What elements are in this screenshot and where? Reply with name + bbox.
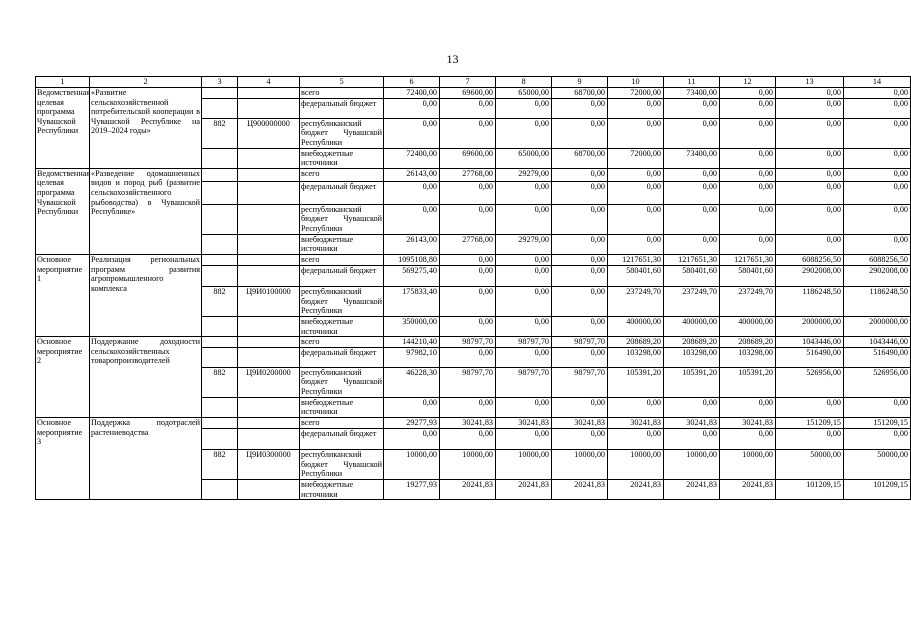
budget-code-cell [238,204,300,234]
value-cell: 98797,70 [440,367,496,397]
empty-cell [238,479,300,499]
value-cell: 0,00 [496,118,552,148]
value-cell: 1095108,80 [384,254,440,265]
value-cell: 72000,00 [608,88,664,99]
value-cell: 20241,83 [720,479,776,499]
value-cell: 29277,93 [384,417,440,428]
item-name-cell: «Разведение одомашненных видов и пород рыб (развитие сельскохозяйственного рыбоводства) в Чувашской Республике» [90,168,202,254]
empty-cell [238,265,300,286]
table-row [36,337,911,348]
value-cell: 400000,00 [664,316,720,336]
value-cell: 98797,70 [440,337,496,348]
value-cell: 0,00 [440,428,496,449]
admin-code-cell: 882 [202,367,238,397]
value-cell: 0,00 [720,98,776,118]
source-cell: всего [300,168,384,181]
value-cell: 0,00 [552,204,608,234]
empty-cell [202,181,238,204]
value-cell: 151209,15 [776,417,844,428]
value-cell: 103298,00 [720,347,776,367]
value-cell: 0,00 [844,234,911,254]
value-cell: 20241,83 [440,479,496,499]
value-cell: 1217651,30 [608,254,664,265]
budget-code-cell: Ц900000000 [238,118,300,148]
budget-code-cell: Ц9И0200000 [238,367,300,397]
value-cell: 0,00 [608,204,664,234]
empty-cell [202,98,238,118]
empty-cell [238,168,300,181]
value-cell: 29279,00 [496,168,552,181]
value-cell: 1186248,50 [844,286,911,316]
value-cell: 0,00 [552,254,608,265]
value-cell: 30241,83 [720,417,776,428]
value-cell: 0,00 [496,428,552,449]
value-cell: 0,00 [776,88,844,99]
value-cell: 0,00 [496,265,552,286]
value-cell: 72000,00 [608,148,664,168]
header-cell: 5 [300,77,384,88]
empty-cell [202,254,238,265]
value-cell: 0,00 [552,397,608,417]
value-cell: 0,00 [384,98,440,118]
value-cell: 0,00 [440,286,496,316]
item-type-cell: Ведомственная целевая программа Чувашской Республики [36,168,90,254]
value-cell: 0,00 [844,181,911,204]
value-cell: 0,00 [496,181,552,204]
value-cell: 26143,00 [384,234,440,254]
value-cell: 105391,20 [720,367,776,397]
value-cell: 0,00 [720,168,776,181]
value-cell: 103298,00 [664,347,720,367]
value-cell: 0,00 [844,118,911,148]
empty-cell [238,88,300,99]
budget-code-cell: Ц9И0300000 [238,449,300,479]
source-cell: внебюджетные источники [300,316,384,336]
value-cell: 0,00 [608,234,664,254]
source-cell: республиканский бюджет Чувашской Республики [301,204,382,233]
value-cell: 98797,70 [496,367,552,397]
value-cell: 2902008,00 [776,265,844,286]
value-cell: 208689,20 [608,337,664,348]
value-cell: 0,00 [720,118,776,148]
value-cell: 0,00 [844,168,911,181]
value-cell: 10000,00 [384,449,440,479]
empty-cell [238,347,300,367]
value-cell: 98797,70 [496,337,552,348]
value-cell: 20241,83 [496,479,552,499]
source-cell: всего [300,417,384,428]
item-type-cell: Основное мероприятие 1 [36,254,90,336]
value-cell: 0,00 [384,181,440,204]
value-cell: 237249,70 [720,286,776,316]
value-cell: 0,00 [608,181,664,204]
source-cell: внебюджетные источники [300,148,384,168]
empty-cell [202,88,238,99]
value-cell: 0,00 [440,347,496,367]
value-cell: 30241,83 [496,417,552,428]
value-cell: 103298,00 [608,347,664,367]
value-cell: 0,00 [776,118,844,148]
value-cell: 46228,30 [384,367,440,397]
value-cell: 0,00 [552,428,608,449]
admin-code-cell: 882 [202,449,238,479]
value-cell: 0,00 [776,168,844,181]
value-cell: 0,00 [664,428,720,449]
value-cell: 208689,20 [664,337,720,348]
value-cell: 0,00 [844,98,911,118]
value-cell: 0,00 [664,204,720,234]
value-cell: 237249,70 [664,286,720,316]
value-cell: 101209,15 [776,479,844,499]
empty-cell [238,98,300,118]
empty-cell [202,316,238,336]
value-cell: 0,00 [608,168,664,181]
value-cell: 0,00 [552,265,608,286]
value-cell: 0,00 [664,98,720,118]
value-cell: 0,00 [844,88,911,99]
empty-cell [202,347,238,367]
empty-cell [238,397,300,417]
value-cell: 0,00 [552,98,608,118]
empty-cell [238,428,300,449]
admin-code-cell: 882 [202,118,238,148]
value-cell: 208689,20 [720,337,776,348]
empty-cell [202,479,238,499]
value-cell: 0,00 [496,204,552,234]
value-cell: 0,00 [664,181,720,204]
source-cell: республиканский бюджет Чувашской Республики [301,286,382,316]
value-cell: 10000,00 [440,449,496,479]
value-cell: 0,00 [720,88,776,99]
value-cell: 73400,00 [664,148,720,168]
empty-cell [202,428,238,449]
value-cell: 68700,00 [552,88,608,99]
value-cell: 0,00 [384,428,440,449]
source-cell: всего [300,88,384,99]
header-cell: 8 [496,77,552,88]
empty-cell [202,397,238,417]
value-cell: 0,00 [844,204,911,234]
value-cell: 400000,00 [720,316,776,336]
value-cell: 10000,00 [664,449,720,479]
value-cell: 0,00 [440,316,496,336]
value-cell: 65000,00 [496,148,552,168]
empty-cell [202,417,238,428]
value-cell: 580401,60 [608,265,664,286]
item-type-cell: Основное мероприятие 3 [36,417,90,499]
header-cell: 6 [384,77,440,88]
value-cell: 0,00 [552,347,608,367]
value-cell: 0,00 [552,181,608,204]
value-cell: 0,00 [776,148,844,168]
item-name-cell: Поддержка подотраслей растениеводства [90,417,202,499]
table-row [36,168,911,181]
value-cell: 105391,20 [608,367,664,397]
value-cell: 516490,00 [776,347,844,367]
value-cell: 20241,83 [552,479,608,499]
value-cell: 98797,70 [552,337,608,348]
value-cell: 0,00 [720,234,776,254]
empty-cell [202,337,238,348]
header-cell: 11 [664,77,720,88]
value-cell: 526956,00 [844,367,911,397]
source-cell: федеральный бюджет [300,265,384,286]
source-cell: внебюджетные источники [300,397,384,417]
value-cell: 0,00 [844,148,911,168]
value-cell: 50000,00 [844,449,911,479]
value-cell: 0,00 [496,98,552,118]
header-cell: 4 [238,77,300,88]
value-cell: 2902008,00 [844,265,911,286]
value-cell: 0,00 [720,181,776,204]
empty-cell [238,148,300,168]
empty-cell [202,265,238,286]
value-cell: 0,00 [776,428,844,449]
value-cell: 0,00 [384,118,440,148]
value-cell: 65000,00 [496,88,552,99]
value-cell: 105391,20 [664,367,720,397]
value-cell: 101209,15 [844,479,911,499]
value-cell: 0,00 [720,397,776,417]
value-cell: 0,00 [440,204,496,234]
value-cell: 72400,00 [384,148,440,168]
source-cell: федеральный бюджет [300,181,384,204]
value-cell: 1043446,00 [844,337,911,348]
value-cell: 0,00 [552,118,608,148]
value-cell: 27768,00 [440,168,496,181]
header-cell: 9 [552,77,608,88]
value-cell: 580401,60 [720,265,776,286]
value-cell: 526956,00 [776,367,844,397]
admin-code-cell [202,204,238,234]
value-cell: 69600,00 [440,148,496,168]
value-cell: 0,00 [440,265,496,286]
value-cell: 0,00 [440,397,496,417]
value-cell: 20241,83 [664,479,720,499]
source-cell: республиканский бюджет Чувашской Республики [301,367,382,396]
value-cell: 0,00 [384,397,440,417]
value-cell: 0,00 [440,98,496,118]
value-cell: 0,00 [664,168,720,181]
value-cell: 0,00 [552,234,608,254]
header-row [36,77,911,88]
header-cell: 7 [440,77,496,88]
value-cell: 0,00 [844,428,911,449]
value-cell: 6088256,50 [844,254,911,265]
value-cell: 97982,10 [384,347,440,367]
value-cell: 0,00 [776,234,844,254]
source-cell: внебюджетные источники [300,234,384,254]
value-cell: 0,00 [776,397,844,417]
value-cell: 2000000,00 [776,316,844,336]
header-cell: 3 [202,77,238,88]
value-cell: 1217651,30 [664,254,720,265]
value-cell: 1217651,30 [720,254,776,265]
value-cell: 0,00 [608,397,664,417]
table-row [36,88,911,99]
value-cell: 0,00 [720,204,776,234]
value-cell: 0,00 [552,168,608,181]
value-cell: 516490,00 [844,347,911,367]
header-cell: 12 [720,77,776,88]
value-cell: 50000,00 [776,449,844,479]
value-cell: 19277,93 [384,479,440,499]
item-name-cell: Поддержание доходности сельскохозяйственных товаропроизводителей [90,337,202,418]
value-cell: 400000,00 [608,316,664,336]
value-cell: 27768,00 [440,234,496,254]
value-cell: 1186248,50 [776,286,844,316]
empty-cell [202,168,238,181]
empty-cell [238,316,300,336]
value-cell: 20241,83 [608,479,664,499]
empty-cell [238,181,300,204]
value-cell: 73400,00 [664,88,720,99]
empty-cell [202,234,238,254]
source-cell: федеральный бюджет [300,428,384,449]
item-name-cell: «Развитие сельскохозяйственной потребительской кооперации в Чувашской Республике на 2019–2024 годы» [90,88,202,169]
value-cell: 0,00 [440,181,496,204]
admin-code-cell: 882 [202,286,238,316]
value-cell: 350000,00 [384,316,440,336]
table-row [36,254,911,265]
empty-cell [202,148,238,168]
budget-code-cell: Ц9И0100000 [238,286,300,316]
value-cell: 30241,83 [440,417,496,428]
value-cell: 0,00 [496,286,552,316]
empty-cell [238,337,300,348]
value-cell: 10000,00 [552,449,608,479]
value-cell: 30241,83 [552,417,608,428]
source-cell: внебюджетные источники [300,479,384,499]
value-cell: 98797,70 [552,367,608,397]
item-type-cell: Ведомственная целевая программа Чувашской Республики [36,88,90,169]
value-cell: 0,00 [776,204,844,234]
value-cell: 6088256,50 [776,254,844,265]
source-cell: республиканский бюджет Чувашской Республики [301,449,382,479]
value-cell: 0,00 [720,428,776,449]
value-cell: 2000000,00 [844,316,911,336]
value-cell: 0,00 [664,118,720,148]
empty-cell [238,254,300,265]
item-type-cell: Основное мероприятие 2 [36,337,90,418]
value-cell: 0,00 [440,254,496,265]
source-cell: всего [300,337,384,348]
value-cell: 0,00 [664,397,720,417]
value-cell: 0,00 [384,204,440,234]
value-cell: 29279,00 [496,234,552,254]
source-cell: федеральный бюджет [300,347,384,367]
value-cell: 10000,00 [496,449,552,479]
value-cell: 0,00 [776,98,844,118]
value-cell: 0,00 [496,316,552,336]
header-cell: 14 [844,77,911,88]
value-cell: 30241,83 [664,417,720,428]
empty-cell [238,234,300,254]
value-cell: 0,00 [552,286,608,316]
value-cell: 144210,40 [384,337,440,348]
header-cell: 2 [90,77,202,88]
value-cell: 0,00 [496,397,552,417]
header-cell: 1 [36,77,90,88]
value-cell: 30241,83 [608,417,664,428]
value-cell: 0,00 [776,181,844,204]
source-cell: всего [300,254,384,265]
value-cell: 0,00 [608,428,664,449]
value-cell: 0,00 [440,118,496,148]
value-cell: 569275,40 [384,265,440,286]
budget-table [35,76,911,500]
value-cell: 68700,00 [552,148,608,168]
value-cell: 26143,00 [384,168,440,181]
source-cell: республиканский бюджет Чувашской Республики [301,118,382,147]
page-number: 13 [446,52,459,66]
header-cell: 13 [776,77,844,88]
table-row [36,417,911,428]
value-cell: 10000,00 [608,449,664,479]
value-cell: 72400,00 [384,88,440,99]
source-cell: федеральный бюджет [300,98,384,118]
value-cell: 0,00 [720,148,776,168]
header-cell: 10 [608,77,664,88]
value-cell: 0,00 [664,234,720,254]
value-cell: 0,00 [496,347,552,367]
empty-cell [238,417,300,428]
value-cell: 69600,00 [440,88,496,99]
value-cell: 1043446,00 [776,337,844,348]
value-cell: 0,00 [496,254,552,265]
value-cell: 0,00 [608,118,664,148]
value-cell: 237249,70 [608,286,664,316]
value-cell: 0,00 [552,316,608,336]
value-cell: 175833,40 [384,286,440,316]
value-cell: 0,00 [844,397,911,417]
item-name-cell: Реализация региональных программ развития агропромышленного комплекса [90,254,202,336]
value-cell: 151209,15 [844,417,911,428]
value-cell: 0,00 [608,98,664,118]
value-cell: 10000,00 [720,449,776,479]
value-cell: 580401,60 [664,265,720,286]
